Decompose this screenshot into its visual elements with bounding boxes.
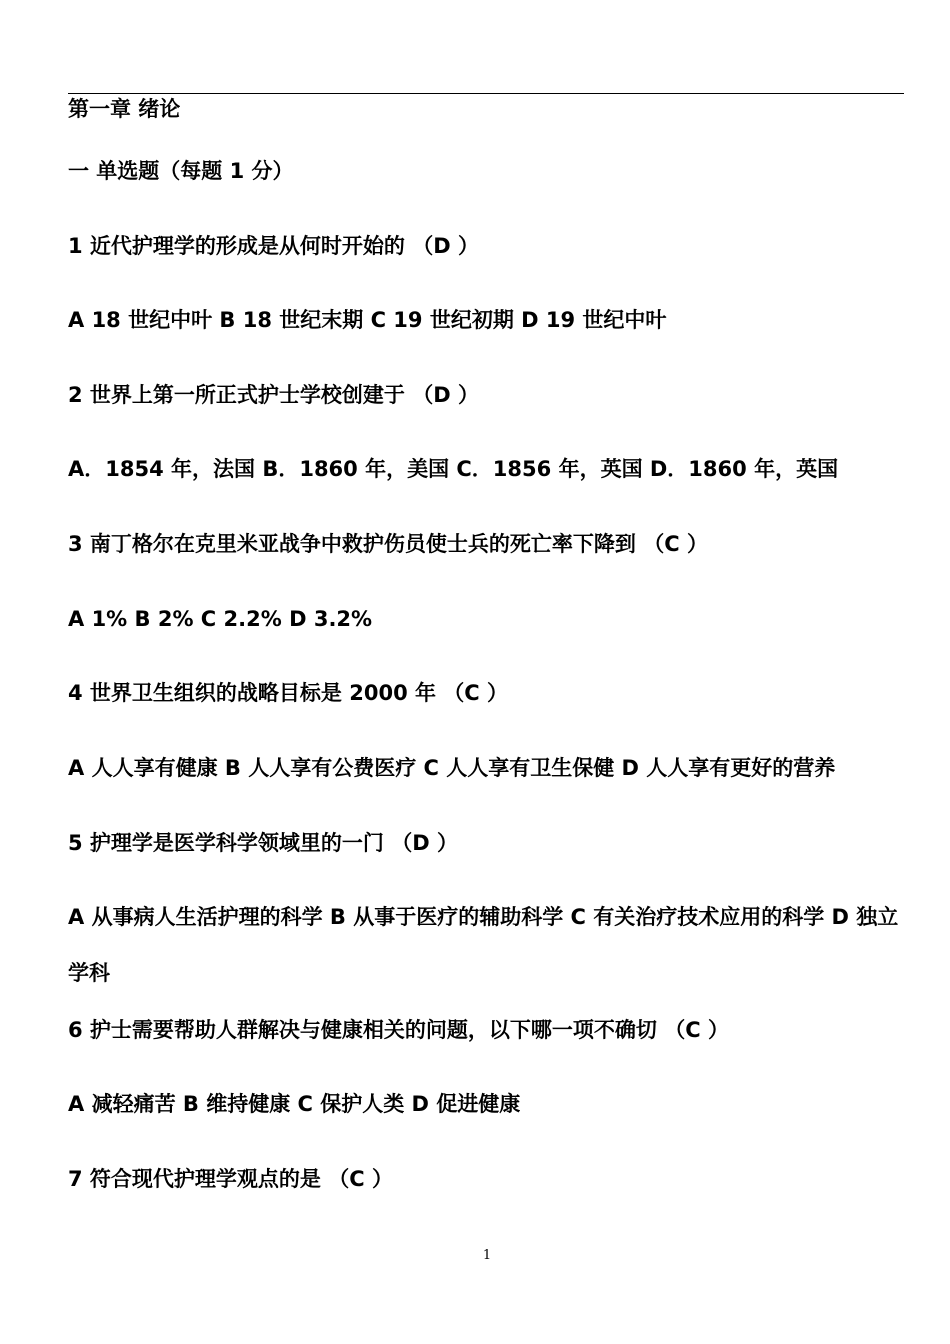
question-4-options: A 人人享有健康 B 人人享有公费医疗 C 人人享有卫生保健 D 人人享有更好的营养 (68, 756, 836, 780)
question-3-options: A 1% B 2% C 2.2% D 3.2% (68, 607, 373, 631)
section-title: 一 单选题（每题 1 分） (68, 159, 294, 183)
question-2-options: A．1854 年，法国 B．1860 年，美国 C．1856 年，英国 D．1860 年，英国 (68, 457, 839, 481)
header-rule (68, 93, 904, 94)
question-7: 7 符合现代护理学观点的是 （C ） (68, 1167, 393, 1191)
question-6: 6 护士需要帮助人群解决与健康相关的问题，以下哪一项不确切 （C ） (68, 1018, 729, 1042)
question-5: 5 护理学是医学科学领域里的一门 （D ） (68, 831, 458, 855)
question-2: 2 世界上第一所正式护士学校创建于 （D ） (68, 383, 479, 407)
question-6-options: A 减轻痛苦 B 维持健康 C 保护人类 D 促进健康 (68, 1092, 521, 1116)
question-1-options: A 18 世纪中叶 B 18 世纪末期 C 19 世纪初期 D 19 世纪中叶 (68, 308, 667, 332)
question-5-options: A 从事病人生活护理的科学 B 从事于医疗的辅助科学 C 有关治疗技术应用的科学 D 独立学科 (68, 905, 899, 985)
question-4: 4 世界卫生组织的战略目标是 2000 年 （C ） (68, 681, 509, 705)
question-1: 1 近代护理学的形成是从何时开始的 （D ） (68, 234, 479, 258)
question-3: 3 南丁格尔在克里米亚战争中救护伤员使士兵的死亡率下降到 （C ） (68, 532, 708, 556)
chapter-title: 第一章 绪论 (68, 97, 181, 121)
page-number: 1 (482, 1248, 492, 1263)
